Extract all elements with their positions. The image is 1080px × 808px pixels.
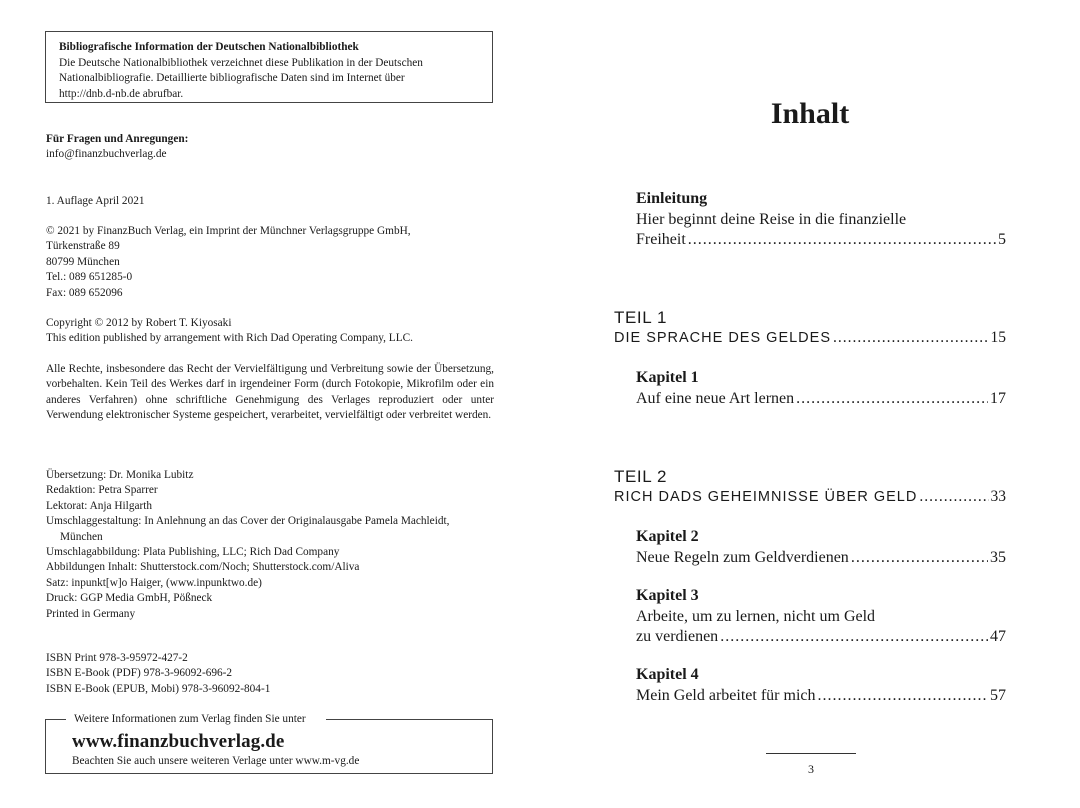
copyright-line: Copyright © 2012 by Robert T. Kiyosaki (46, 317, 232, 329)
box-border (326, 719, 493, 720)
toc-entry-intro (636, 189, 1006, 251)
publisher-line: © 2021 by FinanzBuch Verlag, ein Imprint der Münchner Verlagsgruppe GmbH, (46, 225, 411, 237)
bibliographic-info-box (45, 31, 493, 103)
footer-rule (766, 753, 856, 754)
other-publishers-note: Beachten Sie auch unsere weiteren Verlage unter www.m-vg.de (72, 755, 360, 767)
credit-line: Satz: inpunkt[w]o Haiger, (www.inpunktwo.de) (46, 576, 262, 589)
toc-leader-dots (818, 686, 989, 707)
credit-line: Redaktion: Petra Sparrer (46, 484, 158, 497)
toc-leader-line (614, 487, 1006, 507)
credit-line: Printed in Germany (46, 607, 136, 620)
publisher-line: Tel.: 089 651285-0 (46, 271, 133, 284)
credits-block (46, 468, 496, 622)
toc-part-label: TEIL 2 (614, 467, 668, 486)
toc-page-number: 35 (990, 548, 1006, 566)
toc-part-title: RICH DADS GEHEIMNISSE ÜBER GELD (614, 489, 918, 505)
publisher-line: Fax: 089 652096 (46, 286, 123, 299)
publisher-block (46, 224, 496, 301)
toc-entry-title: Neue Regeln zum Geldverdienen (636, 548, 849, 566)
toc-entry-title: Hier beginnt deine Reise in die finanzielle (636, 210, 907, 228)
credit-line: Druck: GGP Media GmbH, Pößneck (46, 592, 213, 605)
toc-entry-chapter-4 (636, 665, 1006, 706)
toc-leader-line (636, 230, 1006, 251)
toc-entry-heading: Kapitel 4 (636, 666, 699, 683)
biblio-line: Nationalbibliografie. Detaillierte bibliografische Daten sind im Internet über (59, 72, 405, 84)
publisher-info-box (45, 713, 493, 774)
page-number: 3 (808, 762, 814, 776)
isbn-line: ISBN E-Book (EPUB, Mobi) 978-3-96092-804-1 (46, 682, 271, 695)
isbn-line: ISBN Print 978-3-95972-427-2 (46, 652, 188, 664)
toc-leader-dots (833, 328, 989, 348)
publisher-url: www.finanzbuchverlag.de (72, 731, 285, 752)
contact-heading: Für Fragen und Anregungen: (46, 133, 189, 145)
toc-part-1 (614, 308, 1006, 348)
toc-entry-heading: Kapitel 1 (636, 369, 699, 386)
toc-part-title: DIE SPRACHE DES GELDES (614, 330, 831, 346)
credit-line: München (60, 530, 103, 543)
toc-entry-chapter-2 (636, 527, 1006, 568)
contact-email: info@finanzbuchverlag.de (46, 148, 167, 161)
toc-part-label: TEIL 1 (614, 308, 668, 327)
toc-part-2 (614, 467, 1006, 507)
toc-entry-title: zu verdienen (636, 628, 719, 645)
toc-leader-line (614, 328, 1006, 348)
credit-line: Umschlagabbildung: Plata Publishing, LLC; Rich Dad Company (46, 546, 340, 559)
toc-entry-title: Freiheit (636, 231, 686, 248)
toc-title: Inhalt (770, 97, 850, 130)
toc-page-number: 57 (990, 686, 1006, 704)
toc-leader-dots (720, 627, 988, 648)
rights-notice: Alle Rechte, insbesondere das Recht der Vervielfältigung und Verbreitung sowie der Übersetzung, vorbehalten. Kein Teil des Werkes darf in irgendeiner Form (durch Fotokopie, Mikrofilm oder ein anderes Verfahren) ohne schriftliche Genehmigung des Verlages reproduziert oder unter Verwendung elektronischer Systeme gespeichert, verarbeitet, vervielfältigt oder verbreitet werden. (46, 363, 494, 422)
isbn-block (46, 651, 496, 697)
credit-line: Lektorat: Anja Hilgarth (46, 499, 153, 512)
publisher-info-caption: Weitere Informationen zum Verlag finden Sie unter (74, 713, 306, 725)
box-border (45, 719, 66, 720)
publisher-line: Türkenstraße 89 (46, 240, 120, 253)
biblio-title: Bibliografische Information der Deutschen Nationalbibliothek (59, 41, 359, 53)
biblio-line: Die Deutsche Nationalbibliothek verzeichnet diese Publikation in der Deutschen (59, 56, 423, 69)
toc-page-number: 33 (990, 488, 1006, 505)
credit-line: Umschlaggestaltung: In Anlehnung an das Cover der Originalausgabe Pamela Machleidt, (46, 515, 450, 528)
toc-page-number: 5 (998, 231, 1006, 248)
toc-leader-dots (796, 389, 988, 410)
toc-leader-line (636, 548, 1006, 569)
toc-entry-heading: Einleitung (636, 190, 708, 207)
edition-line: 1. Auflage April 2021 (46, 195, 145, 207)
toc-leader-line (636, 627, 1006, 648)
credit-line: Abbildungen Inhalt: Shutterstock.com/Noch; Shutterstock.com/Aliva (46, 561, 360, 574)
publisher-line: 80799 München (46, 255, 120, 268)
toc-entry-chapter-3 (636, 586, 1006, 648)
toc-leader-dots (851, 548, 988, 569)
toc-entry-heading: Kapitel 3 (636, 587, 699, 604)
credit-line: Übersetzung: Dr. Monika Lubitz (46, 469, 194, 481)
toc-entry-title: Mein Geld arbeitet für mich (636, 686, 816, 704)
toc-leader-line (636, 686, 1006, 707)
toc-leader-line (636, 389, 1006, 410)
toc-leader-dots (919, 487, 988, 507)
toc-page-number: 47 (990, 628, 1006, 645)
toc-entry-title: Arbeite, um zu lernen, nicht um Geld (636, 607, 876, 625)
toc-entry-chapter-1 (636, 368, 1006, 409)
isbn-line: ISBN E-Book (PDF) 978-3-96092-696-2 (46, 667, 233, 680)
biblio-line: http://dnb.d-nb.de abrufbar. (59, 87, 184, 100)
copyright-block (46, 316, 496, 347)
copyright-line: This edition published by arrangement with Rich Dad Operating Company, LLC. (46, 332, 413, 345)
contact-block (46, 132, 496, 163)
toc-entry-title: Auf eine neue Art lernen (636, 389, 795, 407)
toc-entry-heading: Kapitel 2 (636, 528, 699, 545)
toc-leader-dots (688, 230, 996, 251)
toc-page-number: 17 (990, 389, 1006, 407)
toc-page-number: 15 (990, 329, 1006, 346)
